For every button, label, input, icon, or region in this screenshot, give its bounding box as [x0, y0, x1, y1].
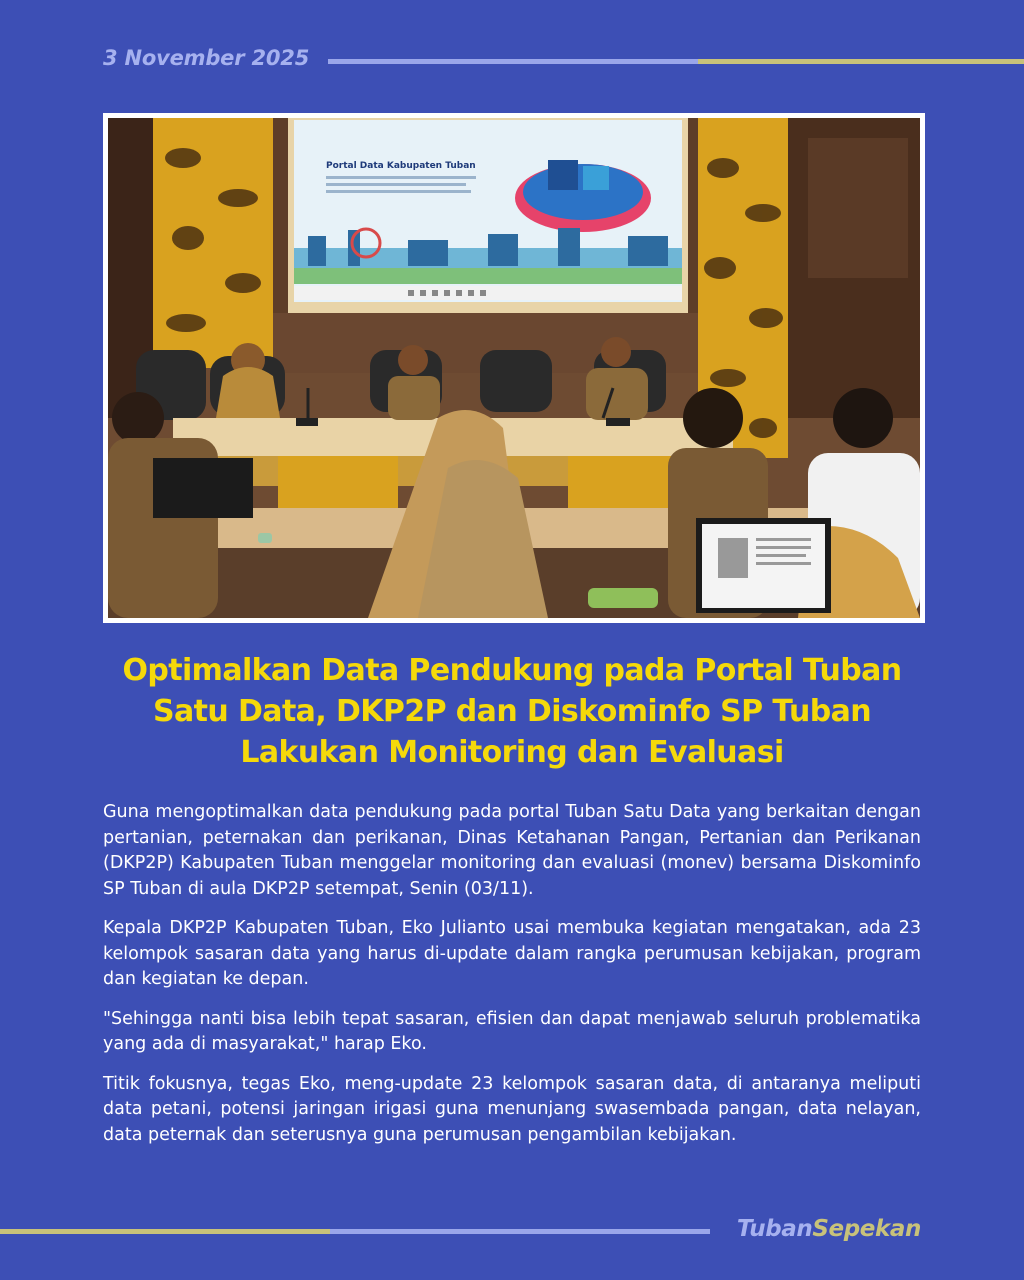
bottom-divider-lilac: [330, 1229, 710, 1234]
brand-part-2: Sepekan: [812, 1216, 921, 1242]
date-label: 3 November 2025: [103, 46, 310, 70]
brand-wordmark: [737, 1216, 921, 1242]
top-divider-gold: [698, 59, 1024, 64]
article-body: [103, 800, 921, 1162]
paragraph-1: Guna mengoptimalkan data pendukung pada portal Tuban Satu Data yang berkaitan dengan pertanian, peternakan dan perikanan, Dinas Ketahanan Pangan, Pertanian dan Perikanan (DKP2P) Kabupaten Tuban menggelar monitoring dan evaluasi (monev) bersama Diskominfo SP Tuban di aula DKP2P setempat, Senin (03/11).: [103, 802, 921, 899]
paragraph-3: "Sehingga nanti bisa lebih tepat sasaran, efisien dan dapat menjawab seluruh problematika yang ada di masyarakat," harap Eko.: [103, 1008, 921, 1054]
brand-part-1: Tuban: [736, 1216, 813, 1242]
bottom-divider-gold: [0, 1229, 330, 1234]
top-divider-lilac: [328, 59, 698, 64]
news-photo: [103, 113, 925, 623]
paragraph-2: Kepala DKP2P Kabupaten Tuban, Eko Julianto usai membuka kegiatan mengatakan, ada 23 kelompok sasaran data yang harus di-update dalam rangka perumusan kebijakan, program dan kegiatan ke depan.: [103, 918, 921, 989]
article-headline: Optimalkan Data Pendukung pada Portal Tuban Satu Data, DKP2P dan Diskominfo SP Tuban Lakukan Monitoring dan Evaluasi: [122, 653, 902, 770]
paragraph-4: Titik fokusnya, tegas Eko, meng-update 23 kelompok sasaran data, di antaranya meliputi data petani, potensi jaringan irigasi guna menunjang swasembada pangan, data nelayan, data peternak dan seterusnya guna perumusan pengambilan kebijakan.: [103, 1073, 921, 1145]
screen-title: Portal Data Kabupaten Tuban: [326, 161, 476, 171]
